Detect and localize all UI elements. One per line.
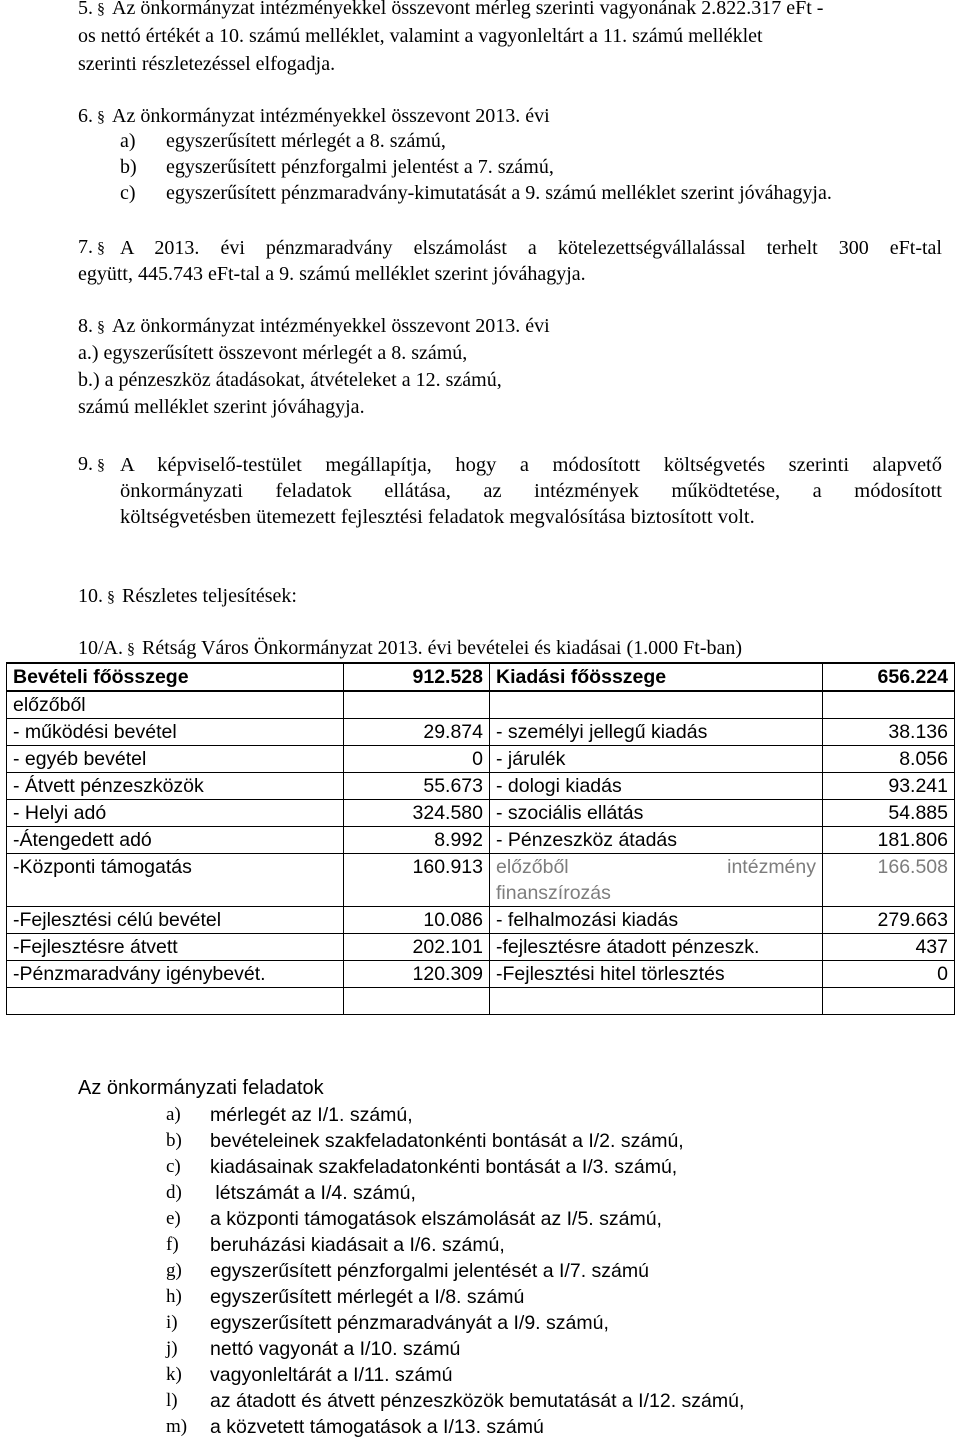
list-item-text: bevételeinek szakfeladatonkénti bontását a I/2. számú, bbox=[210, 1130, 684, 1152]
income-value: 120.309 bbox=[344, 961, 490, 988]
paragraph-10-text: Részletes teljesítések: bbox=[122, 585, 297, 607]
income-value: 160.913 bbox=[344, 854, 490, 907]
table-row-prior bbox=[7, 691, 955, 719]
item-label: b) bbox=[120, 156, 137, 178]
paragraph-6-item-c bbox=[120, 181, 832, 205]
income-value: 55.673 bbox=[344, 773, 490, 800]
table-cell-empty bbox=[7, 988, 344, 1015]
item-text: egyszerűsített mérlegét a 8. számú, bbox=[166, 130, 446, 152]
paragraph-5-line-3: szerinti részletezéssel elfogadja. bbox=[78, 53, 336, 75]
list-item bbox=[166, 1336, 744, 1362]
paragraph-6-intro-text: Az önkormányzat intézményekkel összevont 2013. évi bbox=[112, 105, 550, 127]
table-cell-empty bbox=[344, 691, 490, 719]
paragraph-8-line-c: számú melléklet szerint jóváhagyja. bbox=[78, 396, 365, 418]
paragraph-5-text-1: Az önkormányzat intézményekkel összevont mérleg szerinti vagyonának 2.822.317 eFt - bbox=[112, 0, 824, 19]
list-item bbox=[166, 1206, 744, 1232]
income-value: 10.086 bbox=[344, 907, 490, 934]
list-item bbox=[166, 1362, 744, 1388]
table-row-empty bbox=[7, 988, 955, 1015]
table-row bbox=[7, 773, 955, 800]
list-item-text: kiadásainak szakfeladatonkénti bontását a I/3. számú, bbox=[210, 1156, 678, 1178]
paragraph-7-line-1 bbox=[78, 235, 942, 261]
list-item bbox=[166, 1154, 744, 1180]
item-label: c) bbox=[120, 182, 136, 204]
list-item-text: mérlegét az I/1. számú, bbox=[210, 1104, 413, 1126]
expense-label: - személyi jellegű kiadás bbox=[490, 719, 823, 746]
prior-label: előzőből bbox=[7, 691, 344, 719]
table-cell-empty bbox=[823, 691, 955, 719]
expense-value: 166.508 bbox=[823, 854, 955, 907]
list-item-label: g) bbox=[166, 1260, 182, 1281]
section-sign-icon: § bbox=[97, 240, 105, 257]
expense-value: 181.806 bbox=[823, 827, 955, 854]
paragraph-7-number: 7. bbox=[78, 236, 93, 258]
list-item bbox=[166, 1284, 744, 1310]
paragraph-8-intro-text: Az önkormányzat intézményekkel összevont 2013. évi bbox=[112, 315, 550, 337]
paragraph-8-intro bbox=[78, 314, 550, 340]
list-item-text: a központi támogatások elszámolását az I/5. számú, bbox=[210, 1208, 662, 1230]
table-cell-empty bbox=[823, 988, 955, 1015]
paragraph-9-line-1 bbox=[78, 452, 942, 478]
table-row bbox=[7, 961, 955, 988]
expense-label: -fejlesztésre átadott pénzeszk. bbox=[490, 934, 823, 961]
paragraph-10a-text: Rétság Város Önkormányzat 2013. évi bevételei és kiadásai (1.000 Ft-ban) bbox=[142, 637, 743, 659]
table-row bbox=[7, 827, 955, 854]
income-value: 202.101 bbox=[344, 934, 490, 961]
expense-label: -Fejlesztési hitel törlesztés bbox=[490, 961, 823, 988]
paragraph-9-line-3: költségvetésben ütemezett fejlesztési feladatok megvalósítása biztosított volt. bbox=[120, 506, 755, 528]
list-item bbox=[166, 1128, 744, 1154]
list-item-label: d) bbox=[166, 1182, 182, 1203]
item-text: egyszerűsített pénzmaradvány-kimutatását a 9. számú melléklet szerint jóváhagyja. bbox=[166, 182, 832, 204]
list-item-text: egyszerűsített mérlegét a I/8. számú bbox=[210, 1286, 525, 1308]
list-item bbox=[166, 1258, 744, 1284]
expense-label: - Pénzeszköz átadás bbox=[490, 827, 823, 854]
table-row-central-support bbox=[7, 854, 955, 907]
expense-label-institution-financing bbox=[490, 854, 823, 907]
paragraph-5-line-2: os nettó értékét a 10. számú melléklet, valamint a vagyonleltárt a 11. számú melléklet bbox=[78, 25, 763, 47]
section-sign-icon: § bbox=[97, 1, 105, 18]
list-item bbox=[166, 1414, 744, 1440]
list-item-label: m) bbox=[166, 1416, 188, 1437]
table-row bbox=[7, 934, 955, 961]
paragraph-8-number: 8. bbox=[78, 315, 93, 337]
list-item-text: beruházási kiadásait a I/6. számú, bbox=[210, 1234, 505, 1256]
section-sign-icon: § bbox=[127, 641, 135, 658]
income-value: 0 bbox=[344, 746, 490, 773]
income-value: 324.580 bbox=[344, 800, 490, 827]
list-item-label: a) bbox=[166, 1104, 181, 1125]
paragraph-10a bbox=[78, 636, 742, 662]
paragraph-6-intro bbox=[78, 104, 550, 130]
table-row bbox=[7, 907, 955, 934]
list-item-label: b) bbox=[166, 1130, 182, 1151]
expense-value: 8.056 bbox=[823, 746, 955, 773]
list-item-label: c) bbox=[166, 1156, 181, 1177]
paragraph-5-line-1 bbox=[78, 0, 823, 22]
table-cell-empty bbox=[490, 988, 823, 1015]
section-sign-icon: § bbox=[97, 319, 105, 336]
paragraph-9-line-2: önkormányzati feladatok ellátása, az intézmények működtetése, a módosított bbox=[120, 480, 942, 502]
list-item-text: az átadott és átvett pénzeszközök bemutatását a I/12. számú, bbox=[210, 1390, 745, 1412]
table-cell-empty bbox=[490, 691, 823, 719]
expense-word: finanszírozás bbox=[496, 882, 611, 904]
list-item-text: nettó vagyonát a I/10. számú bbox=[210, 1338, 461, 1360]
tasks-list bbox=[166, 1102, 744, 1440]
income-label: -Átengedett adó bbox=[7, 827, 344, 854]
tasks-title: Az önkormányzati feladatok bbox=[78, 1077, 324, 1099]
list-item-label: k) bbox=[166, 1364, 182, 1385]
paragraph-9-number: 9. bbox=[78, 453, 93, 475]
income-label: - Átvett pénzeszközök bbox=[7, 773, 344, 800]
list-item-label: h) bbox=[166, 1286, 182, 1307]
expense-label: - felhalmozási kiadás bbox=[490, 907, 823, 934]
expense-label: - járulék bbox=[490, 746, 823, 773]
expense-value: 54.885 bbox=[823, 800, 955, 827]
list-item-label: j) bbox=[166, 1338, 178, 1359]
paragraph-6-number: 6. bbox=[78, 105, 93, 127]
list-item bbox=[166, 1102, 744, 1128]
income-label: -Fejlesztésre átvett bbox=[7, 934, 344, 961]
income-label: -Központi támogatás bbox=[7, 854, 344, 907]
expense-value: 437 bbox=[823, 934, 955, 961]
item-text: egyszerűsített pénzforgalmi jelentést a 7. számú, bbox=[166, 156, 554, 178]
item-label: a) bbox=[120, 130, 136, 152]
expense-word: előzőből bbox=[496, 856, 569, 878]
paragraph-10 bbox=[78, 584, 297, 610]
expense-total-value: 656.224 bbox=[823, 663, 955, 691]
expense-value: 93.241 bbox=[823, 773, 955, 800]
income-label: -Fejlesztési célú bevétel bbox=[7, 907, 344, 934]
list-item-label: f) bbox=[166, 1234, 179, 1255]
list-item bbox=[166, 1180, 744, 1206]
paragraph-7-line-2: együtt, 445.743 eFt-tal a 9. számú melléklet szerint jóváhagyja. bbox=[78, 263, 586, 285]
section-sign-icon: § bbox=[97, 457, 105, 474]
paragraph-8-line-a: a.) egyszerűsített összevont mérlegét a 8. számú, bbox=[78, 342, 468, 364]
expense-label: - szociális ellátás bbox=[490, 800, 823, 827]
table-cell-empty bbox=[344, 988, 490, 1015]
income-label: - működési bevétel bbox=[7, 719, 344, 746]
list-item-text: egyszerűsített pénzforgalmi jelentését a I/7. számú bbox=[210, 1260, 649, 1282]
income-value: 8.992 bbox=[344, 827, 490, 854]
paragraph-6-item-a bbox=[120, 129, 446, 153]
table-row bbox=[7, 800, 955, 827]
income-label: - egyéb bevétel bbox=[7, 746, 344, 773]
expense-label: - dologi kiadás bbox=[490, 773, 823, 800]
income-total-value: 912.528 bbox=[344, 663, 490, 691]
list-item-label: i) bbox=[166, 1312, 178, 1333]
list-item-text: létszámát a I/4. számú, bbox=[210, 1182, 416, 1204]
expense-value: 38.136 bbox=[823, 719, 955, 746]
list-item-text: a közvetett támogatások a I/13. számú bbox=[210, 1416, 544, 1438]
paragraph-8-line-b: b.) a pénzeszköz átadásokat, átvételeket a 12. számú, bbox=[78, 369, 502, 391]
paragraph-10-number: 10. bbox=[78, 585, 103, 607]
income-label: -Pénzmaradvány igénybevét. bbox=[7, 961, 344, 988]
income-value: 29.874 bbox=[344, 719, 490, 746]
list-item bbox=[166, 1310, 744, 1336]
table-row bbox=[7, 746, 955, 773]
paragraph-6-item-b bbox=[120, 155, 554, 179]
paragraph-7-text-1: A 2013. évi pénzmaradvány elszámolást a kötelezettségvállalással terhelt 300 eFt-tal bbox=[120, 237, 942, 259]
income-label: - Helyi adó bbox=[7, 800, 344, 827]
expense-value: 279.663 bbox=[823, 907, 955, 934]
list-item-text: egyszerűsített pénzmaradványát a I/9. számú, bbox=[210, 1312, 609, 1334]
list-item bbox=[166, 1232, 744, 1258]
paragraph-10a-number: 10/A. bbox=[78, 637, 123, 659]
expense-word: intézmény bbox=[727, 856, 816, 878]
list-item-text: vagyonleltárát a I/11. számú bbox=[210, 1364, 453, 1386]
budget-table bbox=[6, 662, 955, 1015]
expense-total-label: Kiadási főösszege bbox=[490, 663, 823, 691]
table-row bbox=[7, 719, 955, 746]
list-item-label: l) bbox=[166, 1390, 178, 1411]
table-header-row bbox=[7, 663, 955, 691]
expense-value: 0 bbox=[823, 961, 955, 988]
section-sign-icon: § bbox=[97, 109, 105, 126]
income-total-label: Bevételi főösszege bbox=[7, 663, 344, 691]
paragraph-5-number: 5. bbox=[78, 0, 93, 19]
paragraph-9-text-1: A képviselő-testület megállapítja, hogy a módosított költségvetés szerinti alapvető bbox=[120, 454, 942, 476]
list-item-label: e) bbox=[166, 1208, 181, 1229]
section-sign-icon: § bbox=[107, 589, 115, 606]
list-item bbox=[166, 1388, 744, 1414]
